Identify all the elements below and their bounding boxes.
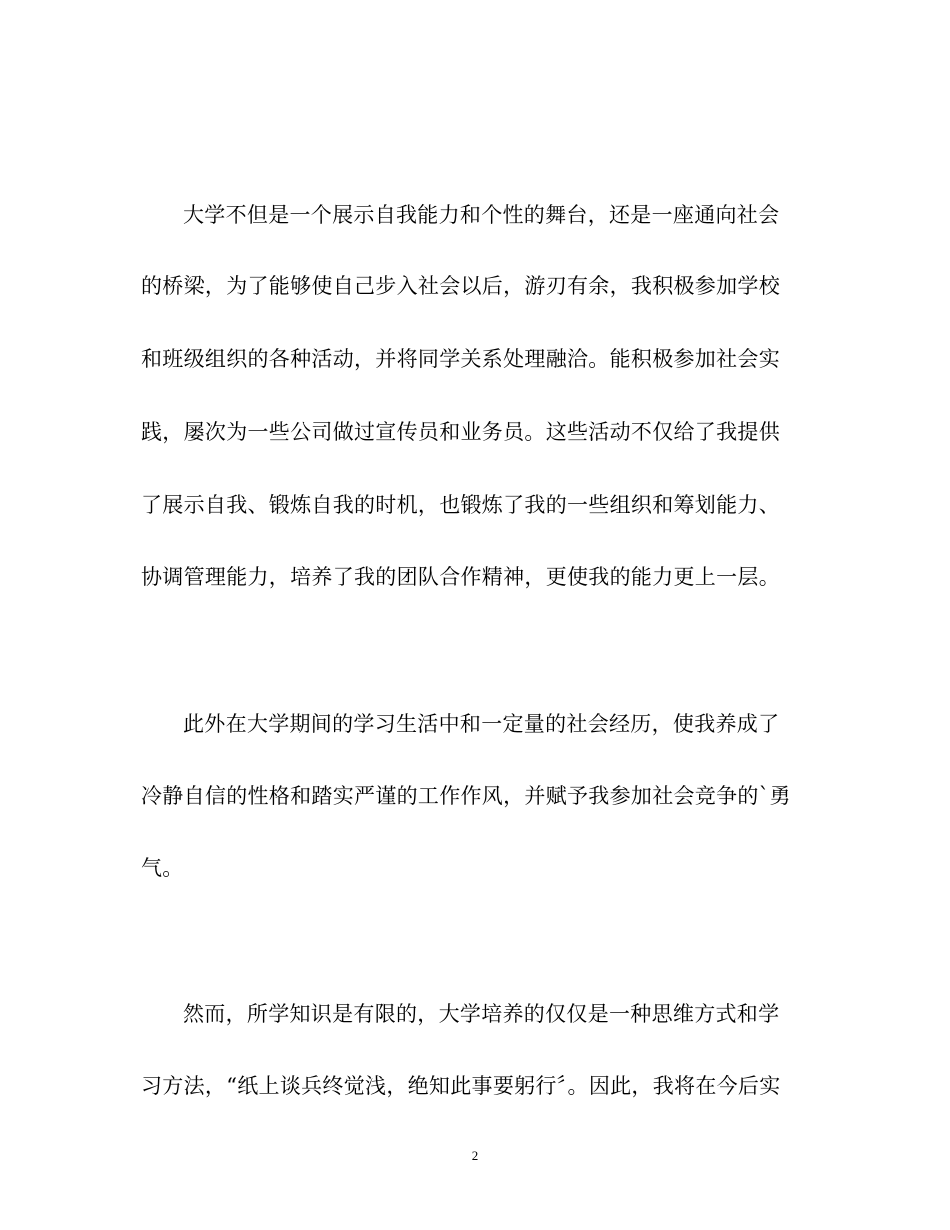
paragraph-line: 此外在大学期间的学习生活中和一定量的社会经历，使我养成了 [183, 712, 780, 736]
paragraph-line: 了展示自我、锻炼自我的时机，也锻炼了我的一些组织和筹划能力、 [141, 493, 780, 517]
paragraph-line: 大学不但是一个展示自我能力和个性的舞台，还是一座通向社会 [183, 203, 780, 227]
paragraph-line: 气。 [141, 856, 184, 880]
paragraph-line: 习方法，“纸上谈兵终觉浅，绝知此事要躬行〞。因此，我将在今后实 [141, 1074, 781, 1098]
paragraph-line: 和班级组织的各种活动，并将同学关系处理融洽。能积极参加社会实 [141, 347, 780, 371]
paragraph-line: 然而，所学知识是有限的，大学培养的仅仅是一种思维方式和学 [183, 1002, 780, 1026]
paragraph-line: 冷静自信的性格和踏实严谨的工作作风，并赋予我参加社会竞争的`勇 [141, 784, 791, 808]
paragraph-line: 的桥梁，为了能够使自己步入社会以后，游刃有余，我积极参加学校 [141, 274, 780, 298]
page-number: 2 [471, 1148, 479, 1163]
paragraph-line: 协调管理能力，培养了我的团队合作精神，更使我的能力更上一层。 [141, 565, 780, 589]
paragraph-line: 践，屡次为一些公司做过宣传员和业务员。这些活动不仅给了我提供 [141, 420, 780, 444]
